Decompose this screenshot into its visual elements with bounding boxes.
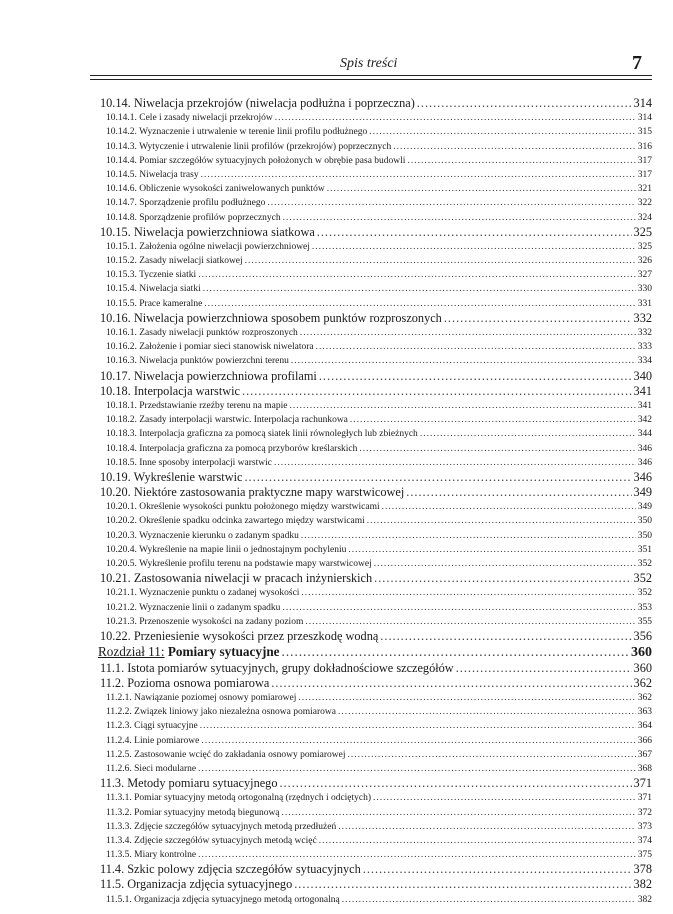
dot-leader [301, 529, 636, 543]
running-header [90, 52, 650, 76]
dot-leader [382, 500, 636, 514]
toc-page-number: 324 [637, 212, 652, 223]
dot-leader [298, 691, 635, 705]
toc-page-number: 331 [637, 298, 652, 309]
dot-leader [244, 470, 631, 485]
dot-leader [198, 762, 636, 776]
toc-entry [100, 791, 652, 805]
dot-leader [350, 413, 636, 427]
toc-entry [100, 211, 652, 225]
dot-leader [338, 820, 636, 834]
toc-entry-title: 10.14.3. Wytyczenie i utrwalenie linii profilów (przekrojów) poprzecznych [106, 141, 392, 152]
toc-entry-title: 11.2.5. Zastosowanie wcięć do zakładania osnowy pomiarowej [106, 749, 346, 760]
dot-leader [348, 543, 635, 557]
toc-entry-title: 10.14.1. Cele i zasady niwelacji przekrojów [106, 113, 273, 124]
toc-entry-title: 10.15.3. Tyczenie siatki [106, 270, 197, 281]
toc-entry-title: 10.16.3. Niwelacja punktów powierzchni terenu [106, 356, 289, 367]
toc-entry [100, 311, 652, 326]
dot-leader [374, 557, 636, 571]
toc-page-number: 316 [637, 141, 652, 152]
toc-entry-title: 10.20. Niektóre zastosowania praktyczne mapy warstwicowej [100, 485, 405, 500]
toc-page-number: 366 [637, 735, 652, 746]
toc-entry [100, 615, 652, 629]
toc-page-number: 332 [637, 328, 652, 338]
toc-entry-title: 10.21.1. Wyznaczenie punktu o zadanej wysokości [106, 588, 300, 599]
toc-entry [100, 456, 652, 470]
toc-entry-title: 10.15. Niwelacja powierzchniowa siatkowa [100, 224, 315, 239]
dot-leader [380, 629, 631, 644]
toc-entry [100, 413, 652, 427]
toc-entry-title: 10.20.3. Wyznaczenie kierunku o zadanym spadku [106, 530, 299, 541]
toc-entry-title: 10.16.1. Zasady niwelacji punktów rozproszonych [106, 328, 298, 338]
dot-leader [245, 254, 636, 268]
chapter-title: Pomiary sytuacyjne [164, 644, 280, 660]
toc-entry [100, 470, 652, 485]
toc-page-number: 341 [637, 400, 652, 411]
toc-page-number: 317 [637, 155, 652, 166]
chapter-prefix: Rozdział 11: [98, 644, 165, 660]
toc-entry [100, 543, 652, 557]
toc-page-number: 327 [637, 270, 652, 281]
toc-entry-title: 11.3.3. Zdjęcie szczegółów sytuacyjnych metodą przedłużeń [106, 821, 337, 832]
table-of-contents [100, 96, 652, 907]
toc-entry-title: 10.20.5. Wykreślenie profilu terenu na podstawie mapy warstwicowej [106, 559, 372, 569]
toc-page-number: 325 [637, 241, 652, 252]
toc-entry-title: 11.2.4. Linie pomiarowe [106, 735, 200, 746]
dot-leader [201, 734, 635, 748]
toc-entry-title: 10.14.7. Sporządzenie profilu podłużnego [106, 198, 266, 209]
toc-entry-title: 11.2.6. Sieci modularne [106, 763, 197, 774]
toc-entry [100, 427, 652, 441]
toc-page-number: 346 [633, 469, 652, 484]
toc-entry [100, 762, 652, 776]
toc-entry-title: 10.21.2. Wyznaczenie linii o zadanym spadku [106, 602, 281, 613]
toc-page-number: 350 [637, 516, 652, 527]
toc-page-number: 362 [633, 675, 652, 690]
toc-entry-title: 11.3.1. Pomiar sytuacyjny metodą ortogonalną (rzędnych i odciętych) [106, 793, 372, 804]
toc-entry-title: 10.20.4. Wykreślenie na mapie linii o jednostajnym pochyleniu [106, 544, 347, 555]
toc-entry-title: 11.5.1. Organizacja zdjęcia sytuacyjnego metodą ortogonalną [106, 894, 340, 905]
toc-entry [100, 734, 652, 748]
toc-entry [100, 240, 652, 254]
toc-entry [100, 557, 652, 571]
dot-leader [291, 354, 636, 368]
dot-leader [319, 834, 636, 848]
toc-entry-title: 10.18.4. Interpolacja graficzna za pomocą przyborów kreślarskich [106, 443, 358, 454]
toc-entry [100, 96, 652, 111]
toc-page-number: 342 [637, 415, 652, 426]
toc-page-number: 374 [637, 835, 652, 846]
toc-entry [100, 676, 652, 691]
dot-leader [406, 485, 631, 500]
toc-entry-title: 10.14.2. Wyznaczenie i utrwalenie w terenie linii profilu podłużnego [106, 127, 368, 138]
dot-leader [319, 369, 632, 384]
toc-page-number: 367 [637, 749, 652, 760]
toc-entry-title: 10.16. Niwelacja powierzchniowa sposobem punktów rozproszonych [100, 310, 442, 325]
toc-entry [100, 719, 652, 733]
toc-entry [100, 384, 652, 399]
dot-leader [294, 877, 631, 892]
toc-entry [100, 893, 652, 907]
toc-entry-title: 10.15.1. Założenia ogólne niwelacji powierzchniowej [106, 241, 310, 252]
dot-leader [407, 154, 635, 168]
toc-page-number: 355 [637, 616, 652, 627]
dot-leader [203, 282, 636, 296]
dot-leader [201, 168, 636, 182]
toc-entry [100, 705, 652, 719]
toc-page-number: 322 [637, 198, 652, 209]
toc-entry-title: 10.14.6. Obliczenie wysokości zaniwelowanych punktów [106, 184, 325, 195]
toc-entry-title: 11.4. Szkic polowy zdjęcia szczegółów sytuacyjnych [100, 862, 361, 877]
dot-leader [312, 240, 636, 254]
toc-page-number: 346 [637, 457, 652, 468]
toc-entry-title: 11.3.2. Pomiar sytuacyjny metodą biegunową [106, 807, 280, 818]
dot-leader [374, 571, 631, 586]
toc-entry [100, 571, 652, 586]
toc-page-number: 352 [637, 588, 652, 599]
dot-leader [369, 125, 636, 139]
toc-page-number: 333 [637, 342, 652, 353]
toc-entry-title: 10.17. Niwelacja powierzchniowa profilami [100, 368, 317, 383]
dot-leader [300, 326, 636, 340]
toc-entry-title: 11.3.5. Miary kontrolne [106, 850, 197, 861]
toc-entry-title: 10.18. Interpolacja warstwic [100, 383, 240, 398]
page-number: 7 [632, 52, 642, 74]
dot-leader [327, 182, 636, 196]
toc-entry [100, 748, 652, 762]
toc-entry-title: 10.20.1. Określenie wysokości punktu położonego między warstwicami [106, 502, 380, 513]
dot-leader [198, 268, 636, 282]
dot-leader [363, 862, 632, 877]
toc-entry-title [98, 644, 280, 661]
toc-entry-title: 10.22. Przeniesienie wysokości przez przeszkodę wodną [100, 628, 379, 643]
dot-leader [200, 719, 636, 733]
header-title: Spis treści [340, 56, 398, 71]
dot-leader [317, 225, 632, 240]
toc-entry-title: 10.18.5. Inne sposoby interpolacji warstwic [106, 457, 272, 468]
toc-entry-title: 10.15.4. Niwelacja siatki [106, 284, 201, 295]
dot-leader [316, 340, 636, 354]
toc-entry-title: 11.1. Istota pomiarów sytuacyjnych, grupy dokładnościowe szczegółów [100, 660, 454, 675]
dot-leader [347, 748, 635, 762]
dot-leader [373, 791, 636, 805]
toc-entry-title: 10.18.2. Zasady interpolacji warstwic. Interpolacja rachunkowa [106, 415, 348, 426]
dot-leader [301, 586, 635, 600]
toc-page-number: 332 [633, 310, 652, 325]
dot-leader [242, 384, 632, 399]
toc-entry [100, 111, 652, 125]
toc-page-number: 364 [637, 721, 652, 732]
toc-entry [100, 820, 652, 834]
toc-page-number: 363 [637, 707, 652, 718]
dot-leader [283, 211, 636, 225]
toc-entry [100, 806, 652, 820]
dot-leader [282, 806, 636, 820]
toc-entry [100, 661, 652, 676]
toc-entry [100, 340, 652, 354]
dot-leader [282, 644, 629, 661]
toc-entry [100, 691, 652, 705]
toc-entry [100, 514, 652, 528]
toc-entry [100, 399, 652, 413]
toc-entry [100, 485, 652, 500]
toc-entry [100, 196, 652, 210]
dot-leader [338, 705, 636, 719]
toc-entry [100, 168, 652, 182]
toc-entry-title: 10.20.2. Określenie spadku odcinka zawartego między warstwicami [106, 516, 365, 527]
toc-page-number: 317 [637, 169, 652, 180]
toc-entry-title: 10.21.3. Przenoszenie wysokości na zadany poziom [106, 616, 304, 627]
header-rule-thin [90, 79, 652, 80]
toc-entry [100, 297, 652, 311]
toc-entry-title: 11.5. Organizacja zdjęcia sytuacyjnego [100, 877, 293, 892]
toc-page-number: 382 [637, 894, 652, 905]
toc-entry [100, 268, 652, 282]
toc-entry [100, 154, 652, 168]
toc-page-number: 350 [637, 530, 652, 541]
toc-page-number: 353 [637, 602, 652, 613]
dot-leader [271, 676, 631, 691]
toc-entry-title: 11.2. Pozioma osnowa pomiarowa [100, 675, 270, 690]
toc-entry [100, 500, 652, 514]
toc-page-number: 346 [637, 443, 652, 454]
toc-page-number: 356 [633, 628, 652, 643]
toc-page-number: 373 [637, 821, 652, 832]
dot-leader [393, 140, 636, 154]
toc-page-number: 378 [633, 862, 652, 877]
toc-page-number: 330 [637, 284, 652, 295]
toc-entry [100, 442, 652, 456]
toc-entry-title: 10.15.2. Zasady niwelacji siatkowej [106, 256, 243, 267]
toc-entry-title: 10.18.1. Przedstawianie rzeźby terenu na mapie [106, 400, 288, 411]
dot-leader [289, 399, 635, 413]
toc-page-number: 371 [633, 776, 652, 791]
toc-page-number: 351 [637, 544, 652, 555]
toc-entry [100, 848, 652, 862]
dot-leader [444, 311, 632, 326]
toc-entry [100, 601, 652, 615]
header-rule-thick [90, 75, 652, 76]
toc-entry [100, 282, 652, 296]
toc-entry-title: 10.14. Niwelacja przekrojów (niwelacja podłużna i poprzeczna) [100, 96, 415, 110]
toc-page-number: 314 [633, 96, 652, 110]
toc-entry-title: 10.14.5. Niwelacja trasy [106, 169, 199, 180]
toc-entry [100, 529, 652, 543]
toc-page-number: 325 [633, 224, 652, 239]
toc-entry-title: 10.19. Wykreślenie warstwic [100, 469, 243, 484]
toc-page-number: 362 [637, 693, 652, 703]
toc-entry [100, 586, 652, 600]
toc-entry-title: 11.3.4. Zdjęcie szczegółów sytuacyjnych metodą wcięć [106, 835, 317, 846]
toc-entry-title: 11.2.1. Nawiązanie poziomej osnowy pomiarowej [106, 693, 297, 703]
toc-page-number: 341 [633, 383, 652, 398]
toc-page-number: 349 [637, 502, 652, 513]
toc-page-number: 315 [637, 127, 652, 138]
toc-entry [100, 225, 652, 240]
toc-entry-title: 11.2.2. Związek liniowy jako niezależna osnowa pomiarowa [106, 707, 336, 718]
toc-entry [100, 354, 652, 368]
toc-entry [100, 862, 652, 877]
toc-page-number: 352 [637, 559, 652, 569]
toc-page-number: 352 [633, 571, 652, 586]
toc-entry-title: 10.15.5. Prace kameralne [106, 298, 203, 309]
toc-page-number: 349 [633, 485, 652, 500]
dot-leader [204, 297, 635, 311]
toc-page-number: 382 [633, 877, 652, 892]
toc-page-number: 372 [637, 807, 652, 818]
toc-entry-title: 10.16.2. Założenie i pomiar sieci stanowisk niwelatora [106, 342, 314, 353]
toc-chapter-entry [98, 644, 652, 661]
dot-leader [342, 893, 636, 907]
toc-entry-title: 11.3. Metody pomiaru sytuacyjnego [100, 776, 278, 791]
toc-entry-title: 10.14.8. Sporządzenie profilów poprzecznych [106, 212, 281, 223]
toc-entry [100, 369, 652, 384]
toc-page-number: 334 [637, 356, 652, 367]
toc-page-number: 375 [637, 850, 652, 861]
toc-entry-title: 10.18.3. Interpolacja graficzna za pomocą siatek linii równoległych lub zbieżnych [106, 429, 418, 440]
toc-entry [100, 125, 652, 139]
dot-leader [275, 111, 636, 125]
toc-page-number: 340 [633, 368, 652, 383]
dot-leader [279, 776, 631, 791]
toc-entry [100, 629, 652, 644]
dot-leader [367, 514, 636, 528]
dot-leader [198, 848, 636, 862]
toc-page-number: 368 [637, 763, 652, 774]
dot-leader [267, 196, 635, 210]
toc-page-number: 321 [637, 184, 652, 195]
toc-entry [100, 140, 652, 154]
toc-entry-title: 10.21. Zastosowania niwelacji w pracach inżynierskich [100, 571, 373, 586]
toc-page-number: 371 [637, 793, 652, 804]
dot-leader [420, 427, 636, 441]
toc-entry-title: 10.14.4. Pomiar szczegółów sytuacyjnych położonych w obrębie pasa budowli [106, 155, 406, 166]
toc-page-number: 314 [637, 113, 652, 124]
toc-entry [100, 877, 652, 892]
toc-page-number: 326 [637, 256, 652, 267]
dot-leader [274, 456, 636, 470]
dot-leader [359, 442, 635, 456]
toc-entry [100, 326, 652, 340]
dot-leader [417, 96, 632, 111]
dot-leader [282, 601, 635, 615]
dot-leader [305, 615, 635, 629]
toc-entry [100, 254, 652, 268]
toc-page-number: 344 [637, 429, 652, 440]
toc-entry [100, 182, 652, 196]
dot-leader [456, 661, 632, 676]
toc-entry [100, 834, 652, 848]
toc-entry-title: 11.2.3. Ciągi sytuacyjne [106, 721, 198, 732]
toc-page-number: 360 [633, 660, 652, 675]
toc-page-number: 360 [631, 645, 652, 661]
toc-entry [100, 776, 652, 791]
